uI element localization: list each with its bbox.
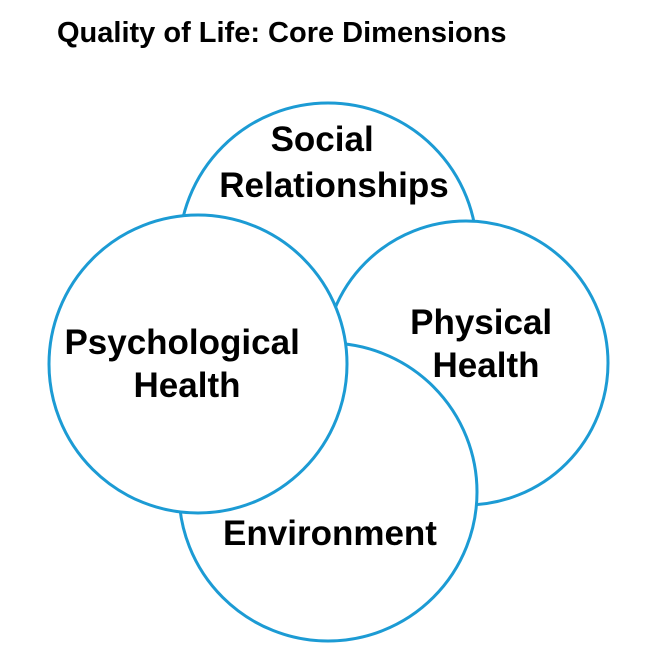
environment-label <box>223 514 437 553</box>
physical-label-line-2: Health <box>432 346 540 385</box>
physical-label-line-1: Physical <box>410 303 553 342</box>
environment-label-line-1: Environment <box>223 514 437 553</box>
psychological-label-line-1: Psychological <box>64 323 300 362</box>
social-label-line-1: Social <box>270 120 374 159</box>
diagram-title: Quality of Life: Core Dimensions <box>57 17 507 49</box>
social-label-line-2: Relationships <box>219 166 449 205</box>
psychological-health-circle <box>49 215 347 513</box>
psychological-label-line-2: Health <box>133 366 241 405</box>
